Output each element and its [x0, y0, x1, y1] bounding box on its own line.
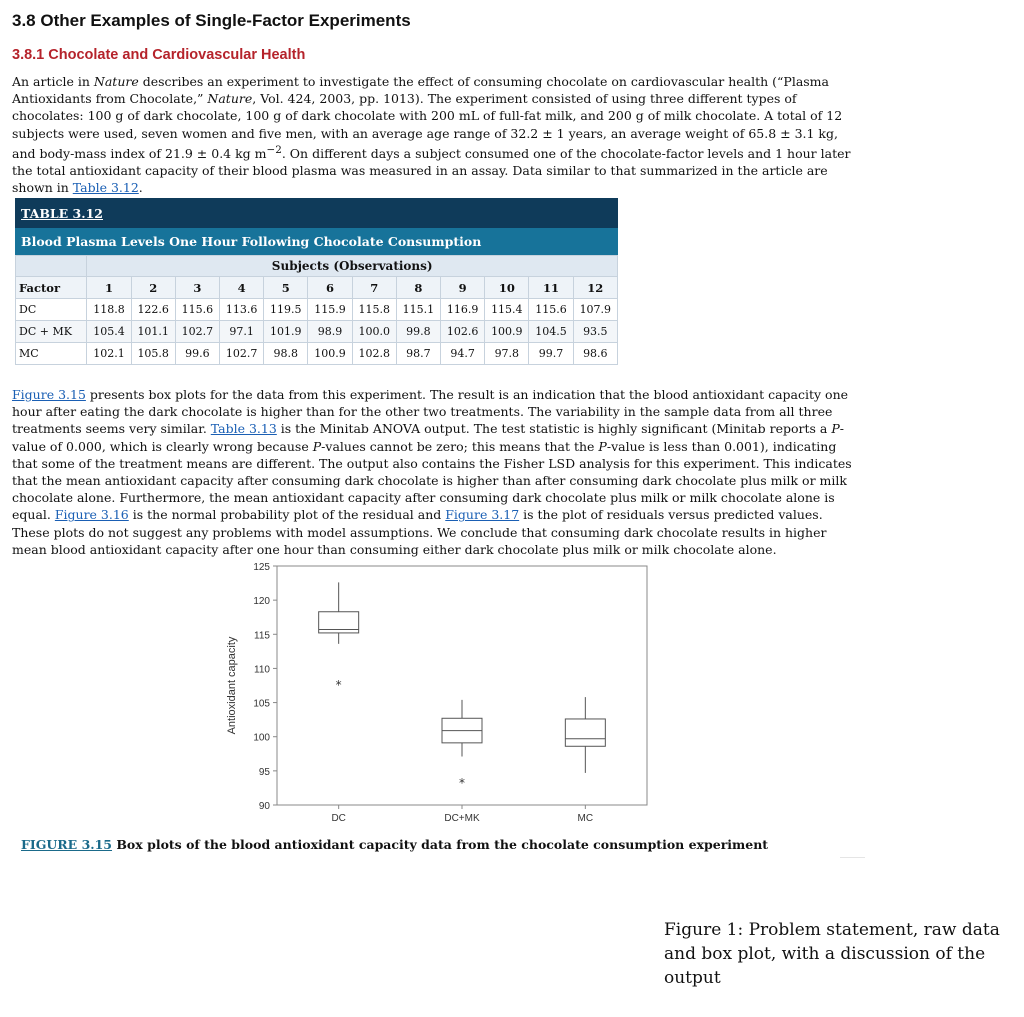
- column-header: 5: [264, 277, 308, 299]
- table-label-bar: [15, 198, 618, 228]
- table-cell: 102.1: [87, 343, 131, 365]
- x-tick-label: DC: [331, 813, 346, 824]
- table-cell: 97.8: [485, 343, 529, 365]
- table-3-12-link[interactable]: Table 3.12: [72, 180, 139, 196]
- subsection-title: 3.8.1 Chocolate and Cardiovascular Health: [12, 47, 306, 63]
- table-cell: 115.8: [352, 299, 396, 321]
- column-header: 12: [573, 277, 617, 299]
- discussion-text: is the plot of residuals versus predicted values. These plots do not suggest any problems with model assumptions. We conclude that consuming dark chocolate results in higher mean blood antioxidant capacity after one hour than consuming either dark chocolate plus milk or milk chocolate alone.: [12, 507, 827, 557]
- table-cell: 122.6: [131, 299, 175, 321]
- intro-paragraph: [12, 73, 862, 197]
- table-cell: 115.1: [396, 299, 440, 321]
- intro-text: An article in: [12, 74, 94, 89]
- figure-label[interactable]: FIGURE 3.15: [21, 837, 113, 852]
- column-header: 4: [220, 277, 264, 299]
- discussion-text: -value of 0.000, which is clearly wrong because: [12, 421, 844, 454]
- table-row: [16, 321, 618, 343]
- y-tick-label: 125: [253, 562, 270, 573]
- y-tick-label: 115: [254, 630, 270, 642]
- table-cell: 115.6: [175, 299, 219, 321]
- y-tick-label: 105: [253, 698, 270, 710]
- column-header: 10: [485, 277, 529, 299]
- y-tick-label: 90: [258, 801, 270, 812]
- column-header: 1: [87, 277, 131, 299]
- figure-3-16-link[interactable]: Figure 3.16: [54, 507, 129, 523]
- table-row: [16, 343, 618, 365]
- factor-label: DC + MK: [16, 321, 87, 343]
- table-cell: 98.8: [264, 343, 308, 365]
- table-cell: 105.8: [131, 343, 175, 365]
- table-cell: 105.4: [87, 321, 131, 343]
- table-cell: 99.6: [175, 343, 219, 365]
- factor-label: MC: [16, 343, 87, 365]
- table-row: [16, 299, 618, 321]
- table-cell: 115.6: [529, 299, 573, 321]
- discussion-text: is the normal probability plot of the residual and: [128, 507, 446, 523]
- factor-header: Factor: [16, 277, 87, 299]
- data-table: [15, 255, 618, 365]
- plot-frame: [277, 566, 647, 805]
- figure-caption: [21, 837, 768, 852]
- figure-3-17-link[interactable]: Figure 3.17: [445, 507, 520, 523]
- column-header: 9: [441, 277, 485, 299]
- table-cell: 115.9: [308, 299, 352, 321]
- table-cell: 97.1: [220, 321, 264, 343]
- table-cell: 119.5: [264, 299, 308, 321]
- table-cell: 99.7: [529, 343, 573, 365]
- table-cell: 102.7: [220, 343, 264, 365]
- section-title: 3.8 Other Examples of Single-Factor Experiments: [12, 11, 411, 30]
- table-label[interactable]: TABLE 3.12: [21, 205, 103, 221]
- column-header: 11: [529, 277, 573, 299]
- side-caption: Figure 1: Problem statement, raw data and box plot, with a discussion of the output: [664, 920, 1000, 988]
- factor-label: DC: [16, 299, 87, 321]
- table-cell: 104.5: [529, 321, 573, 343]
- column-header: 3: [175, 277, 219, 299]
- table-cell: 93.5: [573, 321, 617, 343]
- table-cell: 102.8: [352, 343, 396, 365]
- column-header: 7: [352, 277, 396, 299]
- y-tick-label: 100: [253, 732, 270, 744]
- y-tick-label: 120: [253, 596, 270, 608]
- table-cell: 115.4: [485, 299, 529, 321]
- intro-journal: Nature: [93, 74, 139, 89]
- table-cell: 101.1: [131, 321, 175, 343]
- intro-text: . On different days a subject consumed one of the chocolate-factor levels and 1 hour later the total antioxidant capacity of their blood plasma was measured in an assay. Data similar to that summarized in the article are shown in: [12, 145, 851, 196]
- x-tick-label: MC: [577, 813, 594, 824]
- divider: [840, 857, 865, 858]
- column-header: 2: [131, 277, 175, 299]
- y-axis-label: Antioxidant capacity: [226, 636, 238, 735]
- table-cell: 102.6: [441, 321, 485, 343]
- discussion-text: presents box plots for the data from this experiment. The result is an indication that the blood antioxidant capacity one hour after eating the dark chocolate is higher than for the other two treatments. The variability in the sample data from all three treatments seems very similar.: [12, 387, 849, 437]
- outlier-marker: *: [459, 776, 465, 791]
- table-cell: 99.8: [396, 321, 440, 343]
- outlier-marker: *: [335, 677, 342, 692]
- discussion-text: -value is less than 0.001), indicating that some of the treatment means are different. The output also contains the Fisher LSD analysis for this experiment. This indicates that the mean antioxidant capacity after consuming dark chocolate is higher than after consuming dark chocolate plus milk or milk chocolate alone. Furthermore, the mean antioxidant capacity after consuming dark chocolate plus milk or milk chocolate alone is equal.: [12, 438, 852, 523]
- table-3-12: [15, 198, 618, 365]
- table-cell: 94.7: [441, 343, 485, 365]
- figure-3-15-link[interactable]: Figure 3.15: [12, 387, 86, 402]
- box: [565, 719, 605, 746]
- table-cell: 102.7: [175, 321, 219, 343]
- subjects-header: Subjects (Observations): [87, 256, 618, 277]
- x-tick-label: DC+MK: [444, 813, 480, 824]
- table-cell: 98.6: [573, 343, 617, 365]
- table-cell: 113.6: [220, 299, 264, 321]
- discussion-text: -values cannot be zero; this means that the: [321, 438, 599, 454]
- intro-superscript: −2: [266, 143, 282, 156]
- intro-text: .: [138, 180, 143, 196]
- table-cell: 98.7: [396, 343, 440, 365]
- table-cell: 100.0: [352, 321, 396, 343]
- y-tick-label: 110: [254, 664, 270, 676]
- table-cell: 100.9: [308, 343, 352, 365]
- table-cell: 98.9: [308, 321, 352, 343]
- intro-journal: Nature: [207, 91, 253, 107]
- column-header: 8: [396, 277, 440, 299]
- discussion-text: is the Minitab ANOVA output. The test statistic is highly significant (Minitab reports a: [276, 421, 832, 437]
- p-symbol: P: [312, 438, 322, 454]
- figure-caption-text: Box plots of the blood antioxidant capacity data from the chocolate consumption experiment: [112, 837, 769, 852]
- box-plot-chart: [215, 555, 655, 835]
- table-cell: 100.9: [485, 321, 529, 343]
- intro-text: describes an experiment to investigate the effect of consuming chocolate on cardiovascular health (“Plasma Antioxidants from Chocolate,”: [12, 74, 829, 107]
- table-3-13-link[interactable]: Table 3.13: [210, 421, 277, 437]
- subjects-spacer: [16, 256, 87, 277]
- column-header: 6: [308, 277, 352, 299]
- table-cell: 118.8: [87, 299, 131, 321]
- table-cell: 116.9: [441, 299, 485, 321]
- y-tick-label: 95: [258, 766, 270, 778]
- discussion-paragraph: [12, 386, 862, 558]
- table-title: Blood Plasma Levels One Hour Following Chocolate Consumption: [15, 228, 618, 255]
- table-cell: 107.9: [573, 299, 617, 321]
- p-symbol: P: [598, 438, 607, 454]
- table-cell: 101.9: [264, 321, 308, 343]
- p-symbol: P: [831, 421, 840, 437]
- intro-text: , Vol. 424, 2003, pp. 1013). The experiment consisted of using three different types of chocolates: 100 g of dark chocolate, 100 g of dark chocolate with 200 mL of full-fat milk, and 200 g of milk chocolate. A total of 12 subjects were used, seven women and five men, with an average age range of 32.2 ± 1 years, an average weight of 65.8 ± 3.1 kg, and body-mass index of 21.9 ± 0.4 kg m: [12, 91, 843, 161]
